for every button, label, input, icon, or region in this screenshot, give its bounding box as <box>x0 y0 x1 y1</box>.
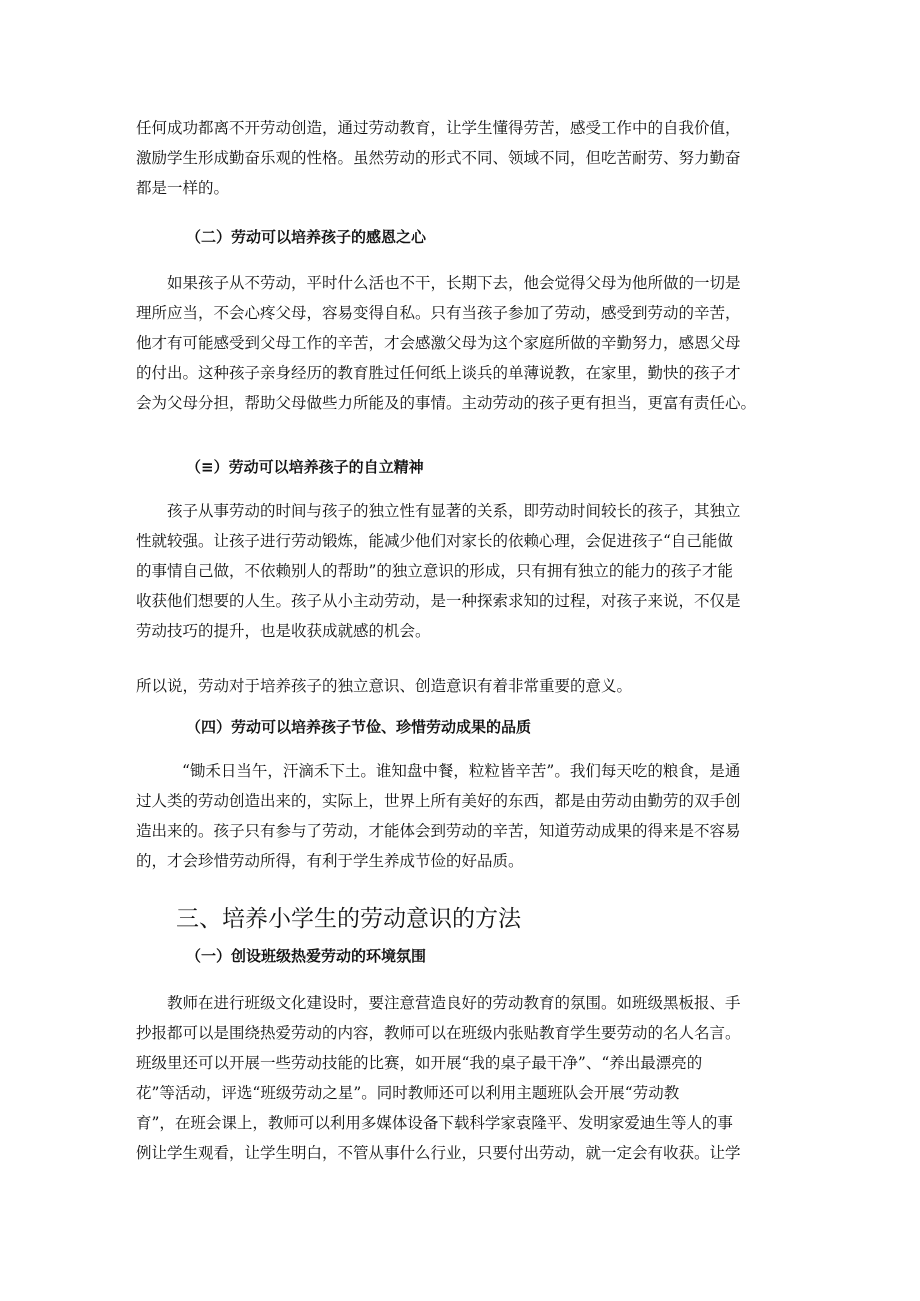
text-line: 性就较强。让孩子进行劳动锻炼，能减少他们对家长的依赖心理，会促进孩子“自己能做 <box>136 532 733 550</box>
text-line: 如果孩子从不劳动，平时什么活也不干，长期下去，他会觉得父母为他所做的一切是 <box>167 274 741 292</box>
text-line: 的，才会珍惜劳动所得，有利于学生养成节俭的好品质。 <box>136 852 524 870</box>
text-line: 造出来的。孩子只有参与了劳动，才能体会到劳动的辛苦，知道劳动成果的得来是不容易 <box>136 822 741 840</box>
text-line: 他才有可能感受到父母工作的辛苦，才会感激父母为这个家庭所做的辛勤努力，感恩父母 <box>136 334 741 352</box>
text-line: 的付出。这种孩子亲身经历的教育胜过任何纸上谈兵的单薄说教，在家里，勤快的孩子才 <box>136 364 741 382</box>
text-line: 任何成功都离不开劳动创造，通过劳动教育，让学生懂得劳苦，感受工作中的自我价值， <box>136 119 741 137</box>
text-line: 劳动技巧的提升，也是收获成就感的机会。 <box>136 622 431 640</box>
text-line: 收获他们想要的人生。孩子从小主动劳动，是一种探索求知的过程，对孩子来说，不仅是 <box>136 592 741 610</box>
text-line: 会为父母分担，帮助父母做些力所能及的事情。主动劳动的孩子更有担当，更富有责任心。 <box>136 394 757 412</box>
subheading-gratitude: （二）劳动可以培养孩子的感恩之心 <box>186 228 427 246</box>
text-line: 班级里还可以开展一些劳动技能的比赛，如开展“我的桌子最干净”、“养出最漂亮的 <box>136 1054 703 1072</box>
subheading-environment: （一）创设班级热爱劳动的环境氛围 <box>186 947 427 965</box>
text-line: 都是一样的。 <box>136 179 230 197</box>
text-line: 抄报都可以是围绕热爱劳动的内容，教师可以在班级内张贴教育学生要劳动的名人名言。 <box>136 1024 741 1042</box>
subheading-thrift: （四）劳动可以培养孩子节俭、珍惜劳动成果的品质 <box>186 718 532 736</box>
text-line: 教师在进行班级文化建设时，要注意营造良好的劳动教育的氛围。如班级黑板报、手 <box>167 994 741 1012</box>
paragraph-intro <box>136 113 826 203</box>
text-line: 例让学生观看，让学生明白，不管从事什么行业，只要付出劳动，就一定会有收获。让学 <box>136 1144 741 1162</box>
text-line: “锄禾日当午，汗滴禾下土。谁知盘中餐，粒粒皆辛苦”。我们每天吃的粮食，是通 <box>182 762 741 780</box>
paragraph-gratitude <box>136 268 826 418</box>
text-line: 激励学生形成勤奋乐观的性格。虽然劳动的形式不同、领域不同，但吃苦耐劳、努力勤奋 <box>136 149 741 167</box>
text-line: 过人类的劳动创造出来的，实际上，世界上所有美好的东西，都是由劳动由勤劳的双手创 <box>136 792 741 810</box>
paragraph-independence <box>136 496 826 646</box>
text-line: 的事情自己做，不依赖别人的帮助”的独立意识的形成，只有拥有独立的能力的孩子才能 <box>136 562 733 580</box>
paragraph-environment <box>136 988 826 1168</box>
section-title: 三、培养小学生的劳动意识的方法 <box>176 906 521 932</box>
text-line: 所以说，劳动对于培养孩子的独立意识、创造意识有着非常重要的意义。 <box>136 677 633 695</box>
subheading-independence: （≡）劳动可以培养孩子的自立精神 <box>186 458 424 476</box>
paragraph-summary <box>136 671 826 701</box>
text-line: 花”等活动，评选“班级劳动之星”。同时教师还可以利用主题班队会开展“劳动教 <box>136 1084 680 1102</box>
text-line: 理所应当，不会心疼父母，容易变得自私。只有当孩子参加了劳动，感受到劳动的辛苦， <box>136 304 741 322</box>
text-line: 孩子从事劳动的时间与孩子的独立性有显著的关系，即劳动时间较长的孩子，其独立 <box>167 502 741 520</box>
paragraph-thrift <box>136 756 826 876</box>
text-line: 育”，在班会课上，教师可以利用多媒体设备下载科学家袁隆平、发明家爱迪生等人的事 <box>136 1114 733 1132</box>
